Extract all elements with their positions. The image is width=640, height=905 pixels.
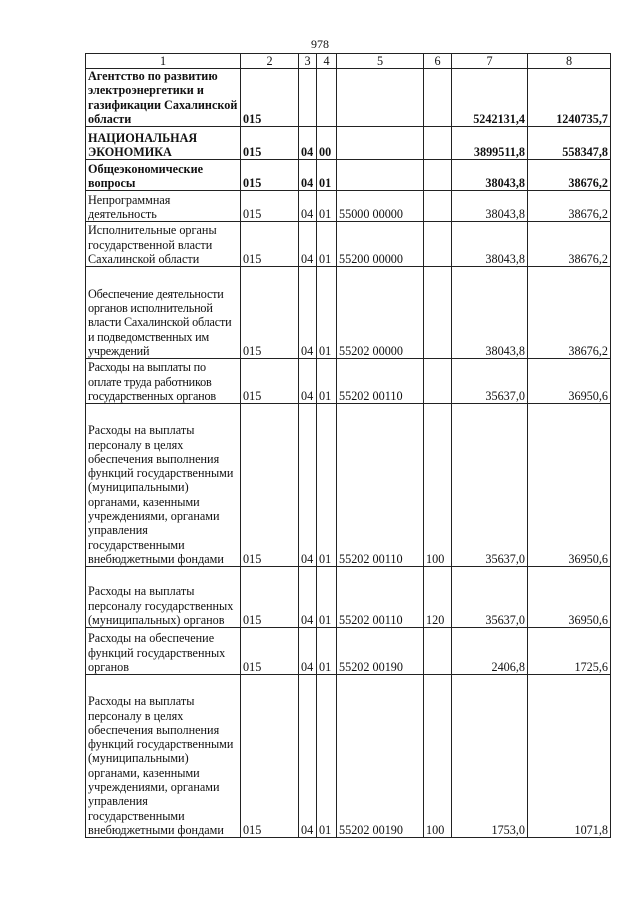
amount-year-2: 36950,6 <box>528 404 611 567</box>
amount-year-1: 38043,8 <box>452 267 528 359</box>
subsection-code <box>317 69 337 127</box>
expense-type-code <box>424 359 452 404</box>
section-code: 04 <box>299 127 317 160</box>
table-row <box>86 69 611 127</box>
table-row <box>86 222 611 267</box>
amount-year-2: 1071,8 <box>528 675 611 838</box>
row-name: Расходы на выплаты персоналу государственных (муниципальных) органов <box>86 567 241 628</box>
ministry-code: 015 <box>241 567 299 628</box>
col-header-7: 7 <box>452 54 528 69</box>
target-article-code: 55202 00110 <box>337 359 424 404</box>
row-name: Расходы на выплаты персоналу в целях обеспечения выполнения функций государственными (муниципальными) органами, казенными учреждениями, органами управления государственными внебюджетными фондами <box>86 675 241 838</box>
amount-year-2: 38676,2 <box>528 222 611 267</box>
table-row <box>86 404 611 567</box>
section-code: 04 <box>299 160 317 191</box>
table-row <box>86 359 611 404</box>
col-header-5: 5 <box>337 54 424 69</box>
subsection-code: 01 <box>317 191 337 222</box>
row-name: Расходы на выплаты персоналу в целях обеспечения выполнения функций государственными (муниципальными) органами, казенными учреждениями, органами управления государственными внебюджетными фондами <box>86 404 241 567</box>
section-code: 04 <box>299 628 317 675</box>
section-code: 04 <box>299 267 317 359</box>
target-article-code <box>337 160 424 191</box>
subsection-code: 01 <box>317 359 337 404</box>
table-row <box>86 675 611 838</box>
amount-year-2: 38676,2 <box>528 267 611 359</box>
target-article-code: 55202 00190 <box>337 628 424 675</box>
amount-year-1: 2406,8 <box>452 628 528 675</box>
table-row <box>86 628 611 675</box>
subsection-code: 01 <box>317 675 337 838</box>
table-row <box>86 127 611 160</box>
ministry-code: 015 <box>241 127 299 160</box>
section-code: 04 <box>299 222 317 267</box>
row-name: Обеспечение деятельности органов исполнительной власти Сахалинской области и подведомственных им учреждений <box>86 267 241 359</box>
subsection-code: 01 <box>317 628 337 675</box>
amount-year-2: 558347,8 <box>528 127 611 160</box>
amount-year-1: 1753,0 <box>452 675 528 838</box>
target-article-code <box>337 127 424 160</box>
row-name: Расходы на обеспечение функций государственных органов <box>86 628 241 675</box>
target-article-code: 55200 00000 <box>337 222 424 267</box>
target-article-code: 55202 00110 <box>337 567 424 628</box>
table-row <box>86 567 611 628</box>
section-code: 04 <box>299 359 317 404</box>
expense-type-code <box>424 160 452 191</box>
col-header-3: 3 <box>299 54 317 69</box>
row-name: НАЦИОНАЛЬНАЯ ЭКОНОМИКА <box>86 127 241 160</box>
amount-year-1: 38043,8 <box>452 222 528 267</box>
expense-type-code: 100 <box>424 404 452 567</box>
section-code: 04 <box>299 567 317 628</box>
ministry-code: 015 <box>241 69 299 127</box>
amount-year-2: 38676,2 <box>528 160 611 191</box>
expense-type-code <box>424 127 452 160</box>
ministry-code: 015 <box>241 628 299 675</box>
target-article-code: 55202 00190 <box>337 675 424 838</box>
ministry-code: 015 <box>241 404 299 567</box>
subsection-code: 01 <box>317 222 337 267</box>
table-row <box>86 267 611 359</box>
row-name: Расходы на выплаты по оплате труда работников государственных органов <box>86 359 241 404</box>
section-code: 04 <box>299 675 317 838</box>
expense-type-code <box>424 191 452 222</box>
header-row <box>86 54 611 69</box>
ministry-code: 015 <box>241 191 299 222</box>
amount-year-2: 36950,6 <box>528 567 611 628</box>
row-name: Непрограммная деятельность <box>86 191 241 222</box>
expense-type-code: 100 <box>424 675 452 838</box>
ministry-code: 015 <box>241 222 299 267</box>
amount-year-1: 35637,0 <box>452 359 528 404</box>
expense-type-code <box>424 267 452 359</box>
amount-year-1: 5242131,4 <box>452 69 528 127</box>
target-article-code: 55202 00110 <box>337 404 424 567</box>
budget-table <box>85 53 611 838</box>
table-row <box>86 191 611 222</box>
row-name: Исполнительные органы государственной власти Сахалинской области <box>86 222 241 267</box>
subsection-code: 01 <box>317 160 337 191</box>
ministry-code: 015 <box>241 675 299 838</box>
amount-year-1: 38043,8 <box>452 191 528 222</box>
table-row <box>86 160 611 191</box>
subsection-code: 01 <box>317 404 337 567</box>
col-header-8: 8 <box>528 54 611 69</box>
expense-type-code <box>424 69 452 127</box>
target-article-code <box>337 69 424 127</box>
col-header-6: 6 <box>424 54 452 69</box>
amount-year-2: 1240735,7 <box>528 69 611 127</box>
ministry-code: 015 <box>241 359 299 404</box>
col-header-4: 4 <box>317 54 337 69</box>
subsection-code: 01 <box>317 267 337 359</box>
target-article-code: 55000 00000 <box>337 191 424 222</box>
target-article-code: 55202 00000 <box>337 267 424 359</box>
amount-year-2: 1725,6 <box>528 628 611 675</box>
amount-year-1: 3899511,8 <box>452 127 528 160</box>
ministry-code: 015 <box>241 160 299 191</box>
expense-type-code <box>424 222 452 267</box>
col-header-2: 2 <box>241 54 299 69</box>
ministry-code: 015 <box>241 267 299 359</box>
page-number: 978 <box>311 37 329 51</box>
amount-year-1: 38043,8 <box>452 160 528 191</box>
amount-year-2: 38676,2 <box>528 191 611 222</box>
amount-year-2: 36950,6 <box>528 359 611 404</box>
section-code: 04 <box>299 404 317 567</box>
row-name: Агентство по развитию электроэнергетики и газификации Сахалинской области <box>86 69 241 127</box>
expense-type-code: 120 <box>424 567 452 628</box>
row-name: Общеэкономические вопросы <box>86 160 241 191</box>
subsection-code: 01 <box>317 567 337 628</box>
amount-year-1: 35637,0 <box>452 404 528 567</box>
amount-year-1: 35637,0 <box>452 567 528 628</box>
section-code: 04 <box>299 191 317 222</box>
section-code <box>299 69 317 127</box>
expense-type-code <box>424 628 452 675</box>
subsection-code: 00 <box>317 127 337 160</box>
col-header-1: 1 <box>86 54 241 69</box>
